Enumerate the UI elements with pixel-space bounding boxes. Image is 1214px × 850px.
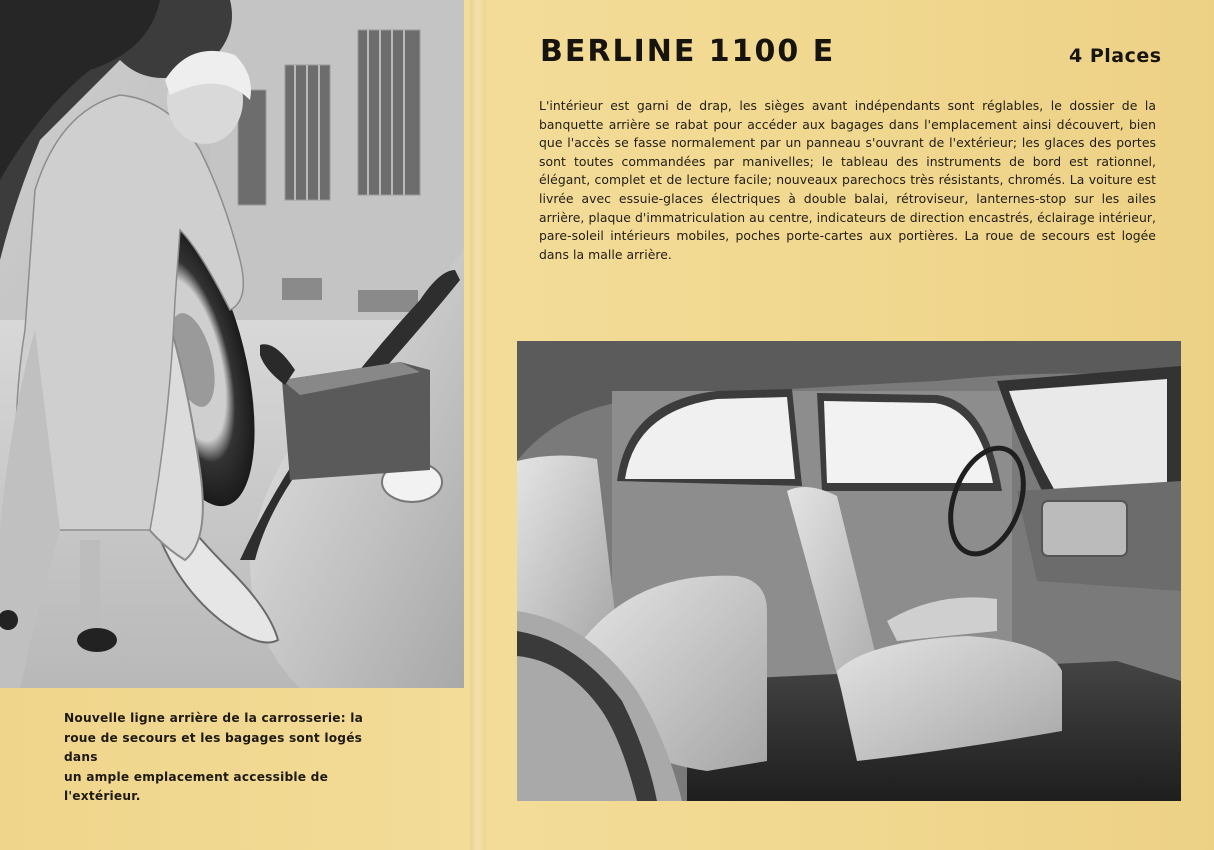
caption-line-1: Nouvelle ligne arrière de la carrosserie: la	[64, 711, 364, 725]
photo-caption	[64, 709, 394, 807]
seating-label: 4 Places	[1069, 45, 1162, 67]
caption-line-2: roue de secours et les bagages sont logés dans	[64, 730, 363, 764]
page-fold	[470, 0, 486, 850]
page-title: BERLINE 1100 E	[540, 34, 836, 69]
photo-interior	[517, 341, 1181, 801]
description-text: L'intérieur est garni de drap, les sièges avant indépendants sont réglables, le dossier de la banquette arrière se rabat pour accéder aux bagages dans l'emplacement ainsi découvert, bien que l'accès se fasse normalement par un panneau s'ouvrant de l'extérieur; les glaces des portes sont toutes commandées par manivelles; le tableau des instruments de bord est rationnel, élégant, complet et de lecture facile; nouveaux parechocs très résistants, chromés. La voiture est livrée avec essuie-glaces électriques à double balai, rétroviseur, lanternes-stop sur les ailes arrière, plaque d'immatriculation au centre, indicateurs de direction encastrés, éclairage intérieur, pare-soleil intérieurs mobiles, poches porte-cartes aux portières. La roue de secours est logée dans la malle arrière.	[539, 98, 1156, 262]
photo-rear-trunk	[0, 0, 464, 688]
caption-line-3: un ample emplacement accessible de l'extérieur.	[64, 769, 329, 803]
